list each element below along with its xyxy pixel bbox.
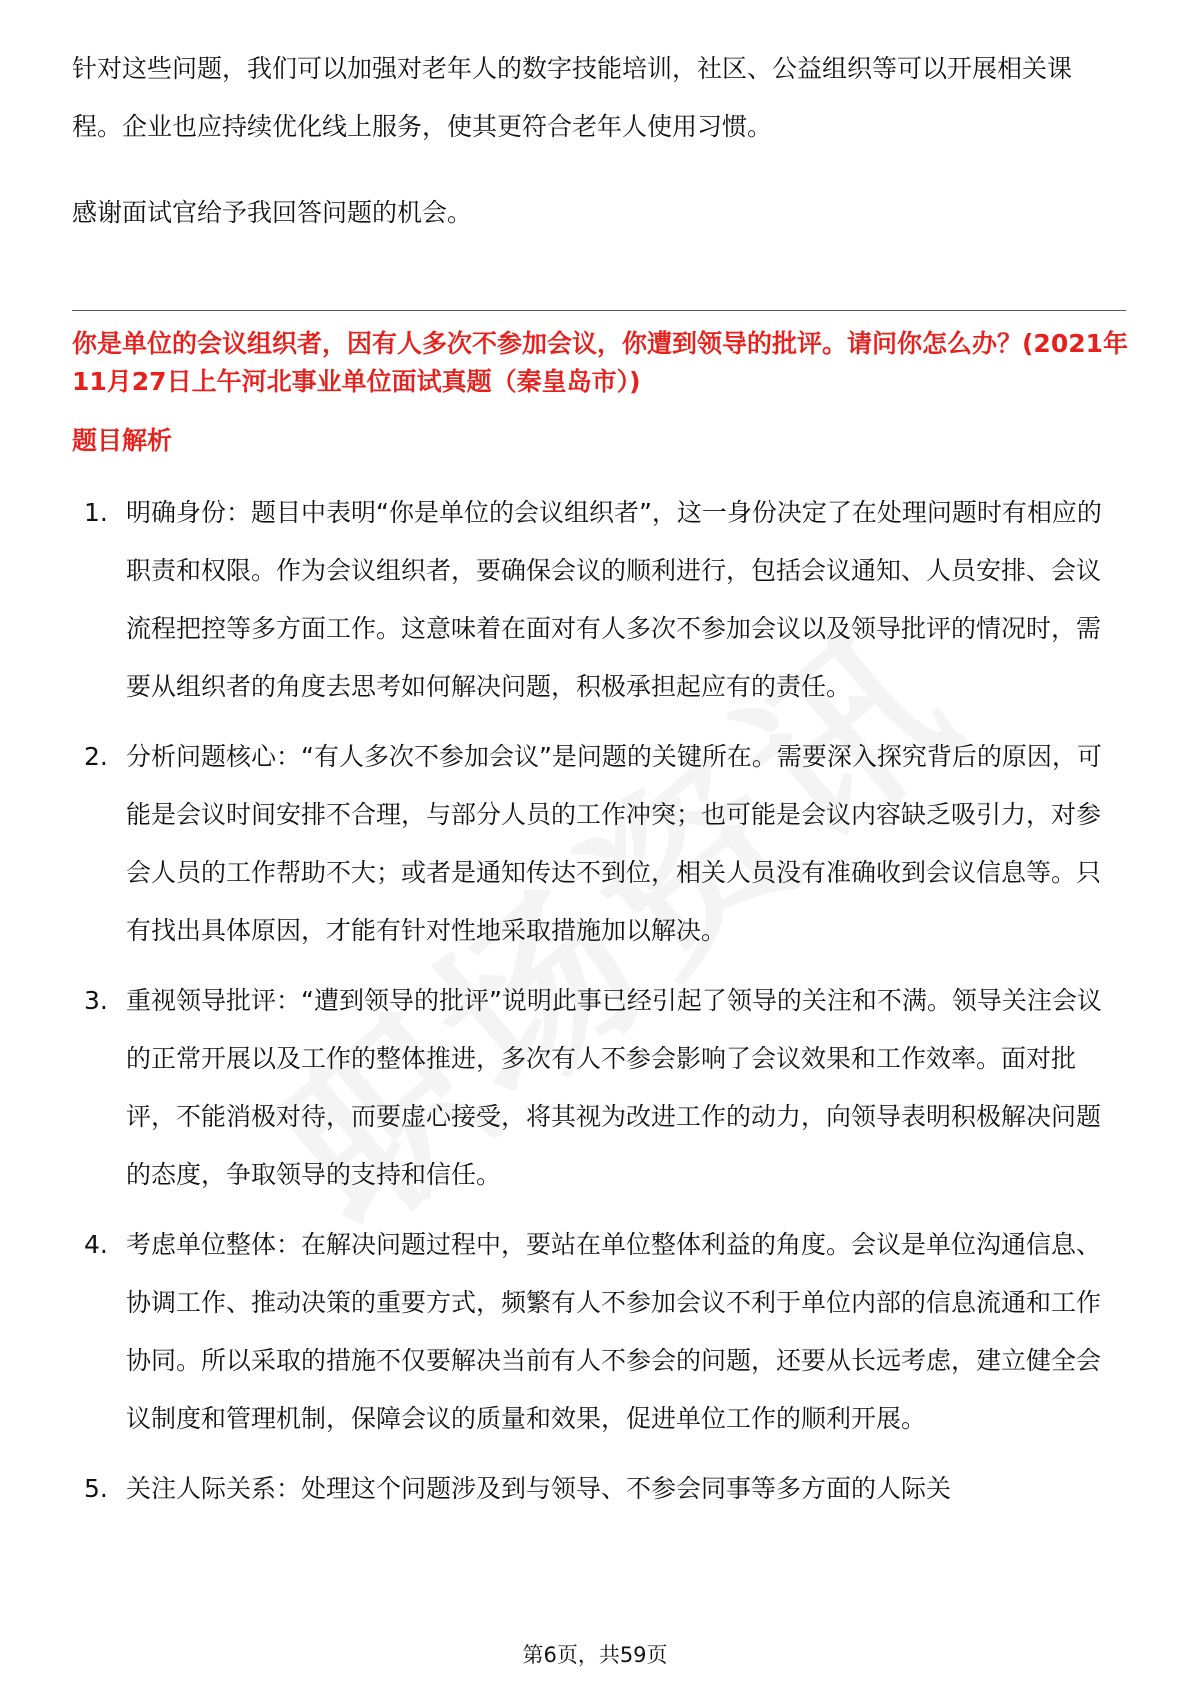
analysis-item-number: 2. xyxy=(84,742,108,771)
question-heading: 你是单位的会议组织者，因有人多次不参加会议，你遭到领导的批评。请问你怎么办？(2021年11月27日上午河北事业单位面试真题（秦皇岛市）) xyxy=(72,329,1129,396)
analysis-item-3 xyxy=(0,972,1190,1204)
intro-paragraph-2: 感谢面试官给予我回答问题的机会。 xyxy=(72,198,473,227)
analysis-section-title: 题目解析 xyxy=(72,426,173,455)
analysis-item-number: 5. xyxy=(84,1474,108,1503)
analysis-item-number: 4. xyxy=(84,1230,108,1259)
analysis-item-number: 3. xyxy=(84,986,108,1015)
analysis-item-text: 明确身份：题目中表明“你是单位的会议组织者”，这一身份决定了在处理问题时有相应的职责和权限。作为会议组织者，要确保会议的顺利进行，包括会议通知、人员安排、会议流程把控等多方面工作。这意味着在面对有人多次不参加会议以及领导批评的情况时，需要从组织者的角度去思考如何解决问题，积极承担起应有的责任。 xyxy=(126,498,1102,701)
analysis-item-1 xyxy=(0,484,1190,716)
page-footer: 第6页，共59页 xyxy=(522,1643,668,1667)
analysis-list xyxy=(0,484,1190,1530)
analysis-item-5 xyxy=(0,1460,1190,1518)
analysis-item-number: 1. xyxy=(84,498,108,527)
analysis-item-text: 考虑单位整体：在解决问题过程中，要站在单位整体利益的角度。会议是单位沟通信息、协调工作、推动决策的重要方式，频繁有人不参加会议不利于单位内部的信息流通和工作协同。所以采取的措施不仅要解决当前有人不参会的问题，还要从长远考虑，建立健全会议制度和管理机制，保障会议的质量和效果，促进单位工作的顺利开展。 xyxy=(126,1230,1102,1433)
analysis-item-4 xyxy=(0,1216,1190,1448)
section-divider xyxy=(72,310,1126,311)
analysis-item-text: 关注人际关系：处理这个问题涉及到与领导、不参会同事等多方面的人际关 xyxy=(126,1474,952,1503)
analysis-item-text: 重视领导批评：“遭到领导的批评”说明此事已经引起了领导的关注和不满。领导关注会议的正常开展以及工作的整体推进，多次有人不参会影响了会议效果和工作效率。面对批评，不能消极对待，而要虚心接受，将其视为改进工作的动力，向领导表明积极解决问题的态度，争取领导的支持和信任。 xyxy=(126,986,1102,1189)
analysis-item-text: 分析问题核心：“有人多次不参加会议”是问题的关键所在。需要深入探究背后的原因，可能是会议时间安排不合理，与部分人员的工作冲突；也可能是会议内容缺乏吸引力，对参会人员的工作帮助不大；或者是通知传达不到位，相关人员没有准确收到会议信息等。只有找出具体原因，才能有针对性地采取措施加以解决。 xyxy=(126,742,1102,945)
analysis-item-2 xyxy=(0,728,1190,960)
intro-paragraph-1: 针对这些问题，我们可以加强对老年人的数字技能培训，社区、公益组织等可以开展相关课程。企业也应持续优化线上服务，使其更符合老年人使用习惯。 xyxy=(72,54,1073,141)
